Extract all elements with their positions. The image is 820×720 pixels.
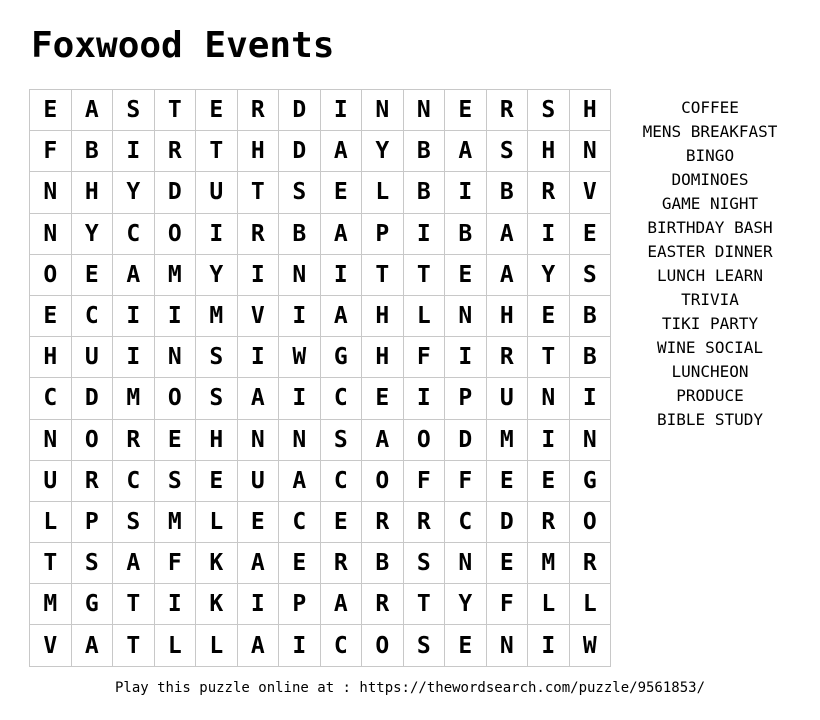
- grid-cell[interactable]: S: [72, 543, 114, 584]
- grid-cell[interactable]: R: [321, 543, 363, 584]
- grid-cell[interactable]: I: [279, 625, 321, 666]
- grid-cell[interactable]: R: [487, 337, 529, 378]
- grid-cell[interactable]: I: [445, 172, 487, 213]
- grid-cell[interactable]: L: [528, 584, 570, 625]
- grid-cell[interactable]: F: [404, 461, 446, 502]
- grid-cell[interactable]: I: [113, 296, 155, 337]
- grid-cell[interactable]: B: [279, 214, 321, 255]
- grid-cell[interactable]: B: [362, 543, 404, 584]
- grid-cell[interactable]: E: [238, 502, 280, 543]
- word-list-item: MENS BREAKFAST: [642, 122, 778, 141]
- grid-cell[interactable]: H: [238, 131, 280, 172]
- grid-cell[interactable]: A: [113, 543, 155, 584]
- grid-cell[interactable]: R: [72, 461, 114, 502]
- grid-cell[interactable]: M: [487, 420, 529, 461]
- grid-cell[interactable]: A: [238, 543, 280, 584]
- word-list-item: COFFEE: [681, 98, 739, 117]
- grid-cell[interactable]: C: [279, 502, 321, 543]
- grid-cell[interactable]: T: [528, 337, 570, 378]
- grid-cell[interactable]: L: [196, 625, 238, 666]
- grid-cell[interactable]: L: [570, 584, 612, 625]
- word-list-item: TRIVIA: [681, 290, 739, 309]
- grid-cell[interactable]: N: [279, 255, 321, 296]
- grid-cell[interactable]: C: [321, 625, 363, 666]
- grid-cell[interactable]: Y: [445, 584, 487, 625]
- grid-cell[interactable]: A: [321, 131, 363, 172]
- grid-cell[interactable]: S: [113, 502, 155, 543]
- grid-cell[interactable]: N: [238, 420, 280, 461]
- grid-cell[interactable]: T: [404, 584, 446, 625]
- grid-cell[interactable]: A: [279, 461, 321, 502]
- grid-cell[interactable]: H: [362, 337, 404, 378]
- grid-cell[interactable]: I: [196, 214, 238, 255]
- footer-link-text: Play this puzzle online at : https://thewordsearch.com/puzzle/9561853/: [114, 680, 705, 696]
- grid-cell[interactable]: E: [196, 90, 238, 131]
- grid-cell[interactable]: B: [72, 131, 114, 172]
- grid-cell[interactable]: L: [155, 625, 197, 666]
- grid-cell[interactable]: E: [279, 543, 321, 584]
- grid-cell[interactable]: H: [30, 337, 72, 378]
- grid-cell[interactable]: K: [196, 584, 238, 625]
- grid-cell[interactable]: I: [321, 255, 363, 296]
- grid-cell[interactable]: T: [155, 90, 197, 131]
- grid-cell[interactable]: D: [279, 131, 321, 172]
- grid-cell[interactable]: I: [155, 584, 197, 625]
- grid-cell[interactable]: W: [279, 337, 321, 378]
- grid-cell[interactable]: I: [279, 296, 321, 337]
- grid-cell[interactable]: E: [487, 461, 529, 502]
- grid-cell[interactable]: N: [30, 420, 72, 461]
- grid-cell[interactable]: N: [570, 420, 612, 461]
- grid-cell[interactable]: D: [445, 420, 487, 461]
- grid-cell[interactable]: Y: [362, 131, 404, 172]
- grid-cell[interactable]: E: [30, 296, 72, 337]
- grid-cell[interactable]: N: [445, 296, 487, 337]
- grid-cell[interactable]: R: [570, 543, 612, 584]
- grid-cell[interactable]: F: [30, 131, 72, 172]
- grid-cell[interactable]: C: [72, 296, 114, 337]
- grid-cell[interactable]: I: [404, 214, 446, 255]
- grid-cell[interactable]: V: [238, 296, 280, 337]
- grid-cell[interactable]: H: [528, 131, 570, 172]
- grid-cell[interactable]: B: [570, 337, 612, 378]
- grid-cell[interactable]: E: [570, 214, 612, 255]
- grid-cell[interactable]: O: [362, 625, 404, 666]
- grid-cell[interactable]: A: [445, 131, 487, 172]
- grid-cell[interactable]: Y: [72, 214, 114, 255]
- grid-cell[interactable]: C: [30, 378, 72, 419]
- grid-cell[interactable]: K: [196, 543, 238, 584]
- grid-cell[interactable]: M: [196, 296, 238, 337]
- grid-cell[interactable]: F: [155, 543, 197, 584]
- word-list-item: LUNCHEON: [671, 362, 749, 381]
- grid-cell[interactable]: L: [30, 502, 72, 543]
- grid-cell[interactable]: T: [362, 255, 404, 296]
- grid-cell[interactable]: P: [279, 584, 321, 625]
- grid-cell[interactable]: V: [570, 172, 612, 213]
- grid-cell[interactable]: R: [528, 172, 570, 213]
- grid-cell[interactable]: O: [72, 420, 114, 461]
- grid-cell[interactable]: I: [321, 90, 363, 131]
- grid-cell[interactable]: D: [155, 172, 197, 213]
- grid-cell[interactable]: U: [72, 337, 114, 378]
- grid-cell[interactable]: S: [404, 543, 446, 584]
- grid-cell[interactable]: A: [72, 625, 114, 666]
- grid-cell[interactable]: C: [321, 378, 363, 419]
- grid-cell[interactable]: N: [362, 90, 404, 131]
- grid-cell[interactable]: I: [279, 378, 321, 419]
- grid-cell[interactable]: S: [570, 255, 612, 296]
- grid-cell[interactable]: F: [404, 337, 446, 378]
- grid-cell[interactable]: E: [196, 461, 238, 502]
- grid-cell[interactable]: T: [196, 131, 238, 172]
- grid-cell[interactable]: N: [570, 131, 612, 172]
- grid-cell[interactable]: C: [321, 461, 363, 502]
- grid-cell[interactable]: T: [113, 625, 155, 666]
- grid-cell[interactable]: R: [528, 502, 570, 543]
- grid-cell[interactable]: E: [321, 502, 363, 543]
- grid-cell[interactable]: I: [445, 337, 487, 378]
- grid-cell[interactable]: C: [445, 502, 487, 543]
- grid-cell[interactable]: S: [113, 90, 155, 131]
- grid-cell[interactable]: I: [238, 584, 280, 625]
- grid-cell[interactable]: N: [30, 172, 72, 213]
- grid-cell[interactable]: I: [404, 378, 446, 419]
- grid-cell[interactable]: E: [487, 543, 529, 584]
- grid-cell[interactable]: Y: [113, 172, 155, 213]
- grid-cell[interactable]: Y: [528, 255, 570, 296]
- grid-cell[interactable]: S: [196, 337, 238, 378]
- word-list-item: BIRTHDAY BASH: [647, 218, 773, 237]
- word-list-item: BINGO: [685, 146, 735, 165]
- grid-cell[interactable]: S: [321, 420, 363, 461]
- grid-cell[interactable]: I: [238, 255, 280, 296]
- grid-cell[interactable]: G: [72, 584, 114, 625]
- grid-cell[interactable]: L: [362, 172, 404, 213]
- grid-cell[interactable]: A: [362, 420, 404, 461]
- grid-cell[interactable]: T: [30, 543, 72, 584]
- grid-cell[interactable]: L: [404, 296, 446, 337]
- grid-cell[interactable]: V: [30, 625, 72, 666]
- grid-cell[interactable]: R: [362, 584, 404, 625]
- grid-cell[interactable]: R: [487, 90, 529, 131]
- grid-cell[interactable]: T: [113, 584, 155, 625]
- word-search-grid: [29, 89, 611, 667]
- grid-cell[interactable]: T: [404, 255, 446, 296]
- word-list-item: DOMINOES: [671, 170, 749, 189]
- grid-cell[interactable]: S: [155, 461, 197, 502]
- grid-cell[interactable]: A: [321, 214, 363, 255]
- grid-cell[interactable]: F: [445, 461, 487, 502]
- grid-cell[interactable]: A: [238, 378, 280, 419]
- grid-cell[interactable]: E: [445, 255, 487, 296]
- grid-cell[interactable]: I: [528, 420, 570, 461]
- word-list-item: GAME NIGHT: [661, 194, 759, 213]
- grid-cell[interactable]: E: [155, 420, 197, 461]
- grid-cell[interactable]: S: [487, 131, 529, 172]
- grid-cell[interactable]: D: [72, 378, 114, 419]
- grid-cell[interactable]: E: [528, 296, 570, 337]
- grid-cell[interactable]: H: [72, 172, 114, 213]
- grid-cell[interactable]: B: [570, 296, 612, 337]
- word-list-item: TIKI PARTY: [661, 314, 759, 333]
- grid-cell[interactable]: A: [238, 625, 280, 666]
- grid-cell[interactable]: G: [570, 461, 612, 502]
- grid-cell[interactable]: T: [238, 172, 280, 213]
- grid-cell[interactable]: F: [487, 584, 529, 625]
- grid-cell[interactable]: U: [30, 461, 72, 502]
- page-title: Foxwood Events: [31, 25, 335, 66]
- grid-cell[interactable]: U: [487, 378, 529, 419]
- grid-cell[interactable]: I: [155, 296, 197, 337]
- grid-cell[interactable]: N: [528, 378, 570, 419]
- grid-cell[interactable]: N: [30, 214, 72, 255]
- grid-cell[interactable]: I: [528, 625, 570, 666]
- grid-cell[interactable]: E: [321, 172, 363, 213]
- grid-cell[interactable]: O: [155, 214, 197, 255]
- grid-cell[interactable]: P: [72, 502, 114, 543]
- grid-cell[interactable]: R: [404, 502, 446, 543]
- grid-cell[interactable]: R: [238, 90, 280, 131]
- word-list-item: WINE SOCIAL: [657, 338, 763, 357]
- grid-cell[interactable]: M: [155, 255, 197, 296]
- grid-cell[interactable]: B: [487, 172, 529, 213]
- grid-cell[interactable]: O: [155, 378, 197, 419]
- grid-cell[interactable]: Y: [196, 255, 238, 296]
- grid-cell[interactable]: E: [362, 378, 404, 419]
- grid-cell[interactable]: P: [445, 378, 487, 419]
- grid-cell[interactable]: L: [196, 502, 238, 543]
- grid-cell[interactable]: O: [570, 502, 612, 543]
- grid-cell[interactable]: B: [445, 214, 487, 255]
- word-list-item: PRODUCE: [676, 386, 744, 405]
- grid-cell[interactable]: R: [155, 131, 197, 172]
- grid-cell[interactable]: D: [279, 90, 321, 131]
- grid-cell[interactable]: B: [404, 131, 446, 172]
- grid-cell[interactable]: G: [321, 337, 363, 378]
- grid-cell[interactable]: E: [528, 461, 570, 502]
- grid-cell[interactable]: S: [279, 172, 321, 213]
- grid-cell[interactable]: N: [155, 337, 197, 378]
- word-list: [620, 96, 800, 432]
- grid-cell[interactable]: H: [570, 90, 612, 131]
- grid-cell[interactable]: M: [113, 378, 155, 419]
- grid-cell[interactable]: P: [362, 214, 404, 255]
- grid-cell[interactable]: S: [404, 625, 446, 666]
- grid-cell[interactable]: R: [362, 502, 404, 543]
- grid-cell[interactable]: A: [321, 584, 363, 625]
- grid-cell[interactable]: S: [528, 90, 570, 131]
- grid-cell[interactable]: E: [72, 255, 114, 296]
- grid-cell[interactable]: U: [238, 461, 280, 502]
- grid-cell[interactable]: N: [445, 543, 487, 584]
- grid-cell[interactable]: A: [72, 90, 114, 131]
- grid-cell[interactable]: M: [30, 584, 72, 625]
- grid-cell[interactable]: O: [362, 461, 404, 502]
- word-list-item: BIBLE STUDY: [657, 410, 763, 429]
- grid-cell[interactable]: H: [487, 296, 529, 337]
- grid-cell[interactable]: M: [528, 543, 570, 584]
- grid-cell[interactable]: H: [196, 420, 238, 461]
- grid-cell[interactable]: N: [487, 625, 529, 666]
- grid-cell[interactable]: I: [570, 378, 612, 419]
- grid-cell[interactable]: O: [404, 420, 446, 461]
- grid-cell[interactable]: E: [445, 625, 487, 666]
- grid-cell[interactable]: E: [30, 90, 72, 131]
- grid-cell[interactable]: I: [113, 337, 155, 378]
- grid-cell[interactable]: U: [196, 172, 238, 213]
- grid-cell[interactable]: H: [362, 296, 404, 337]
- word-list-item: LUNCH LEARN: [657, 266, 763, 285]
- grid-cell[interactable]: O: [30, 255, 72, 296]
- grid-cell[interactable]: D: [487, 502, 529, 543]
- grid-cell[interactable]: A: [487, 255, 529, 296]
- grid-cell[interactable]: I: [113, 131, 155, 172]
- grid-cell[interactable]: I: [528, 214, 570, 255]
- grid-cell[interactable]: M: [155, 502, 197, 543]
- grid-cell[interactable]: C: [113, 214, 155, 255]
- grid-cell[interactable]: R: [113, 420, 155, 461]
- grid-cell[interactable]: A: [113, 255, 155, 296]
- grid-cell[interactable]: W: [570, 625, 612, 666]
- word-list-item: EASTER DINNER: [647, 242, 773, 261]
- grid-cell[interactable]: I: [238, 337, 280, 378]
- grid-cell[interactable]: S: [196, 378, 238, 419]
- grid-cell[interactable]: A: [321, 296, 363, 337]
- grid-cell[interactable]: A: [487, 214, 529, 255]
- grid-cell[interactable]: N: [279, 420, 321, 461]
- grid-cell[interactable]: E: [445, 90, 487, 131]
- grid-cell[interactable]: B: [404, 172, 446, 213]
- grid-cell[interactable]: C: [113, 461, 155, 502]
- grid-cell[interactable]: R: [238, 214, 280, 255]
- grid-cell[interactable]: N: [404, 90, 446, 131]
